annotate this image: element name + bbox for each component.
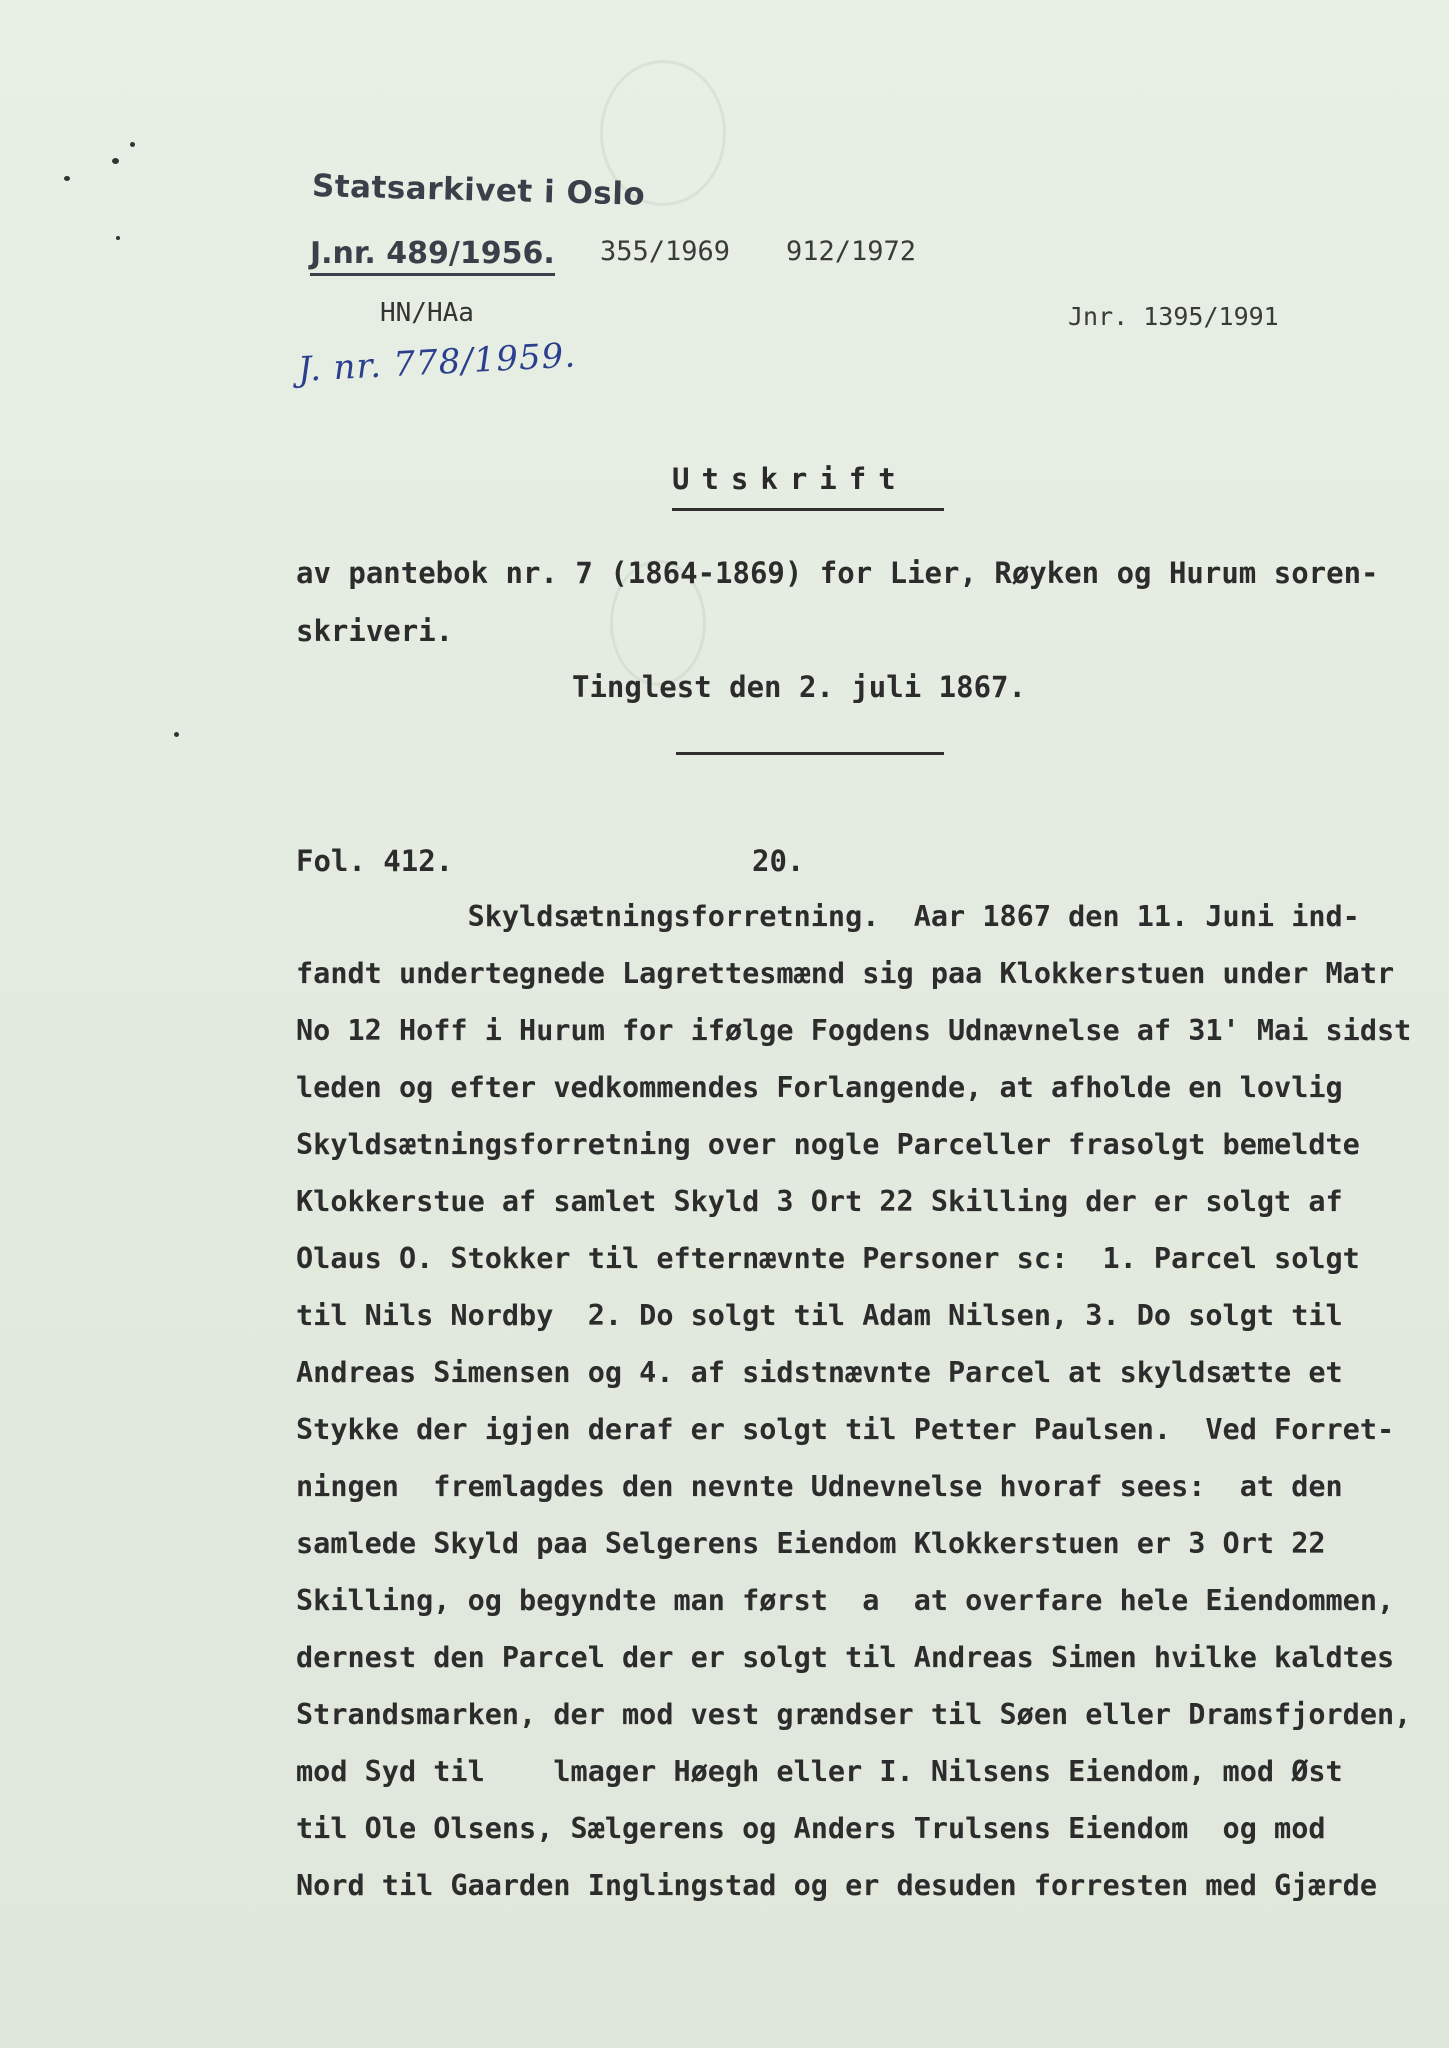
- journal-number-1991: Jnr. 1395/1991: [1068, 302, 1279, 331]
- body-line: Skilling, og begyndte man først a at overfare hele Eiendommen,: [296, 1584, 1395, 1617]
- tinglest-date: Tinglest den 2. juli 1867.: [572, 670, 1026, 704]
- body-line: dernest den Parcel der er solgt til Andreas Simen hvilke kaldtes: [296, 1641, 1395, 1674]
- body-line: No 12 Hoff i Hurum for ifølge Fogdens Udnævnelse af 31' Mai sidst: [296, 1014, 1412, 1047]
- body-line: Strandsmarken, der mod vest grændser til Søen eller Dramsfjorden,: [296, 1698, 1412, 1731]
- journal-number-1969: 355/1969: [600, 236, 731, 267]
- document-title: Utskrift: [672, 462, 908, 496]
- entry-number: 20.: [752, 844, 805, 878]
- body-line: Stykke der igjen deraf er solgt til Petter Paulsen. Ved Forret-: [296, 1413, 1395, 1446]
- body-line: fandt undertegnede Lagrettesmænd sig paa Klokkerstuen under Matr: [296, 957, 1395, 990]
- body-line: Skyldsætningsforretning. Aar 1867 den 11. Juni ind-: [296, 900, 1360, 933]
- stamp-journal-number: J.nr. 489/1956.: [310, 236, 555, 276]
- archive-stamp: [312, 168, 646, 213]
- body-line: samlede Skyld paa Selgerens Eiendom Klokkerstuen er 3 Ort 22: [296, 1527, 1326, 1560]
- folio-number: Fol. 412.: [296, 844, 454, 878]
- initials: HN/HAa: [380, 298, 474, 328]
- handwritten-journal-number: J. nr. 778/1959.: [296, 335, 577, 390]
- body-line: Nord til Gaarden Inglingstad og er desuden forresten med Gjærde: [296, 1869, 1377, 1902]
- title-underline: [672, 508, 944, 511]
- body-line: Klokkerstue af samlet Skyld 3 Ort 22 Skilling der er solgt af: [296, 1185, 1343, 1218]
- intro-line-1: av pantebok nr. 7 (1864-1869) for Lier, Røyken og Hurum soren-: [296, 556, 1379, 590]
- body-line: Olaus O. Stokker til efternævnte Personer sc: 1. Parcel solgt: [296, 1242, 1360, 1275]
- intro-line-2: skriveri.: [296, 614, 454, 648]
- body-line: til Ole Olsens, Sælgerens og Anders Trulsens Eiendom og mod: [296, 1812, 1326, 1845]
- body-line: leden og efter vedkommendes Forlangende, at afholde en lovlig: [296, 1071, 1343, 1104]
- archive-stamp-text: Statsarkivet i Oslo: [311, 168, 646, 213]
- body-line: mod Syd til lmager Høegh eller I. Nilsens Eiendom, mod Øst: [296, 1755, 1343, 1788]
- body-line: Andreas Simensen og 4. af sidstnævnte Parcel at skyldsætte et: [296, 1356, 1343, 1389]
- body-line: til Nils Nordby 2. Do solgt til Adam Nilsen, 3. Do solgt til: [296, 1299, 1343, 1332]
- body-line: ningen fremlagdes den nevnte Udnevnelse hvoraf sees: at den: [296, 1470, 1343, 1503]
- body-line: Skyldsætningsforretning over nogle Parceller frasolgt bemeldte: [296, 1128, 1360, 1161]
- section-divider: [676, 752, 944, 755]
- journal-number-1972: 912/1972: [786, 236, 917, 267]
